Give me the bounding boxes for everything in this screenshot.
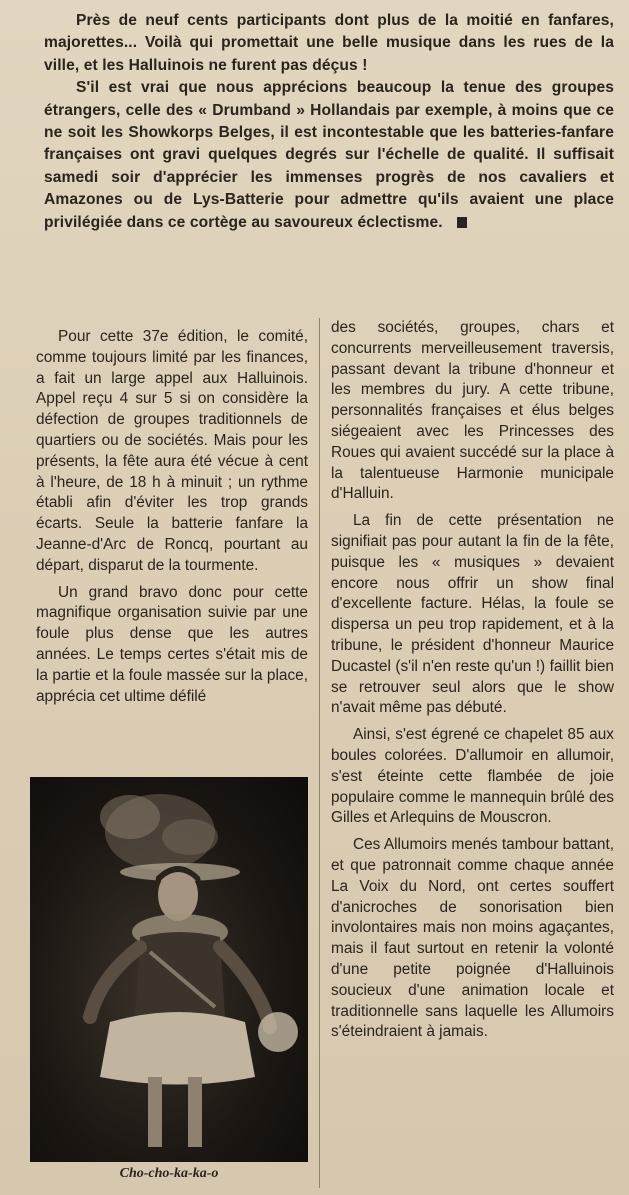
right-paragraph-3: Ainsi, s'est égrené ce chapelet 85 aux boules colorées. D'allumoir en allumoir, s'est éteinte cette flambée de joie populaire comme le mannequin brûlé des Gilles et Arlequins de Mouscron. — [331, 726, 614, 827]
majorette-photo — [30, 777, 308, 1162]
intro-paragraph-2 — [44, 77, 614, 234]
column-divider — [319, 318, 320, 1188]
left-column — [36, 327, 308, 713]
majorette-photo-icon — [30, 777, 308, 1162]
right-column — [331, 318, 614, 1049]
end-mark-icon — [457, 217, 467, 228]
right-paragraph-1: des sociétés, groupes, chars et concurrents merveilleusement traversis, passant devant la tribune d'honneur et les membres du jury. A cette tribune, personnalités françaises et élus belges siégeaient avec les Princesses des Roues qui avaient succédé sur la place à la talentueuse Harmonie municipale d'Halluin. — [331, 319, 614, 503]
intro-paragraph-2-text: S'il est vrai que nous apprécions beaucoup la tenue des groupes étrangers, celle des « Drumband » Hollandais par exemple, à moins que ce ne soit les Showkorps Belges, il est incontestable que les batteries-fanfare françaises ont gravi quelques degrés sur l'échelle de qualité. Il suffisait samedi soir d'apprécier les immenses progrès de nos cavaliers et Amazones ou de Lys-Batterie pour admettre qu'ils avaient une place privilégiée dans ce cortège au savoureux éclectisme. — [44, 79, 614, 231]
article-intro — [44, 10, 614, 234]
intro-paragraph-1: Près de neuf cents participants dont plus de la moitié en fanfares, majorettes... Voilà qui promettait une belle musique dans les rues de la ville, et les Halluinois ne furent pas déçus ! — [44, 12, 614, 74]
photo-caption: Cho-cho-ka-ka-o — [119, 1166, 219, 1181]
right-paragraph-2: La fin de cette présentation ne signifiait pas pour autant la fin de la fête, puisque les « musiques » devaient encore nous offrir un show final d'excellente facture. Hélas, la foule se dispersa un peu trop rapidement, et à la tribune, le président d'honneur Maurice Ducastel (s'il n'en reste qu'un !) faillit bien se retrouver seul alors que le show n'avait même pas débuté. — [331, 512, 614, 717]
left-paragraph-2: Un grand bravo donc pour cette magnifique organisation suivie par une foule plus dense que les autres années. Le temps certes s'était mis de la partie et la foule massée sur la place, apprécia cet ultime défilé — [36, 583, 308, 705]
left-paragraph-1: Pour cette 37e édition, le comité, comme toujours limité par les finances, a fait un large appel aux Halluinois. Appel reçu 4 sur 5 si on considère la défection de groupes traditionnels de quartiers ou de sociétés. Mais pour les présents, la fête aura été vécue à cent à l'heure, de 18 h à minuit ; un rythme établi afin d'éviter les trop grands écarts. Seule la batterie fanfare la Jeanne-d'Arc de Roncq, pourtant au départ, disparut de la tourmente. — [36, 328, 308, 574]
right-paragraph-4: Ces Allumoirs menés tambour battant, et que patronnait comme chaque année La Voix du Nord, ont certes souffert d'anicroches de sonorisation bien involontaires mais non moins agaçantes, mais il faut surtout en retenir la volonté d'une petite poignée d'Halluinois soucieux d'une animation locale et traditionnelle sans laquelle les Allumoirs s'éteindraient à jamais. — [331, 836, 614, 1041]
